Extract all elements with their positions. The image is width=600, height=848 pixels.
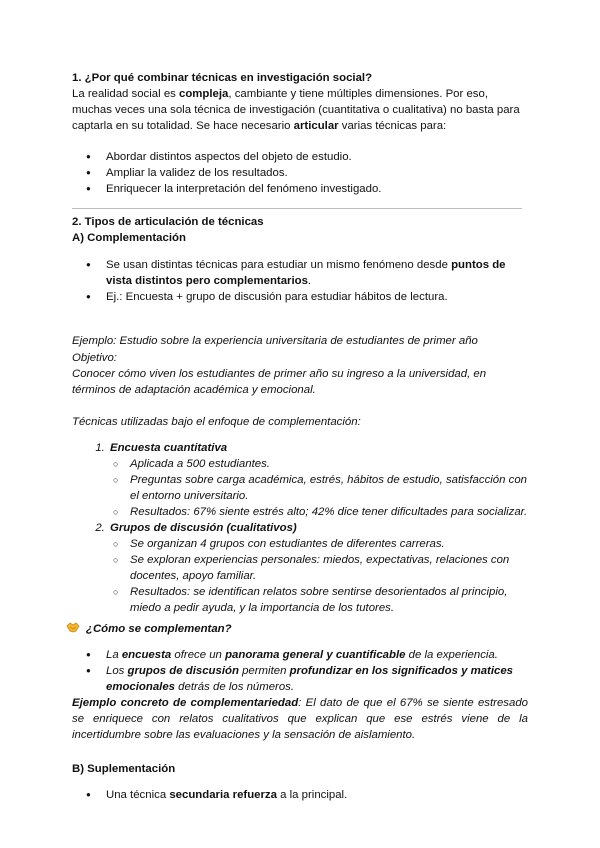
list-item: ○ Aplicada a 500 estudiantes.	[130, 456, 528, 472]
section-1-paragraph: La realidad social es compleja, cambiante y tiene múltiples dimensiones. Por eso, muchas veces una sola técnica de investigación (cuantitativa o cualitativa) no basta para captarla en su totalidad. Se hace necesario articular varias técnicas para:	[72, 88, 520, 132]
technique-1-title: Encuesta cuantitativa	[110, 442, 228, 454]
list-item: ● Ampliar la validez de los resultados.	[106, 165, 528, 181]
list-item: ● Una técnica secundaria refuerza a la principal.	[106, 787, 528, 803]
section-2-title: 2. Tipos de articulación de técnicas	[72, 216, 264, 228]
list-item: ● Ej.: Encuesta + grupo de discusión para estudiar hábitos de lectura.	[106, 289, 528, 305]
example-title: Ejemplo: Estudio sobre la experiencia universitaria de estudiantes de primer año	[72, 335, 478, 347]
objective-text: Conocer cómo viven los estudiantes de primer año su ingreso a la universidad, en términos de adaptación académica y emocional.	[72, 368, 487, 396]
technique-item	[108, 520, 528, 616]
handshake-icon	[66, 622, 80, 633]
technique-item	[108, 440, 528, 520]
complement-bullets	[72, 647, 528, 695]
subsection-a-title: A) Complementación	[72, 232, 186, 244]
section-1-title: 1. ¿Por qué combinar técnicas en investigación social?	[72, 72, 373, 84]
technique-2-title: Grupos de discusión (cualitativos)	[110, 522, 297, 534]
list-item: ○ Resultados: 67% siente estrés alto; 42% dice tener dificultades para socializar.	[130, 504, 528, 520]
subsection-b-title: B) Suplementación	[72, 763, 176, 775]
list-item: ● Los grupos de discusión permiten profundizar en los significados y matices emocionales detrás de los números.	[106, 663, 528, 695]
technique-2-details	[110, 536, 528, 616]
list-item: ○ Resultados: se identifican relatos sobre sentirse desorientados al principio, miedo a pedir ayuda, y la importancia de los tutores.	[130, 584, 528, 616]
list-item: ○ Se exploran experiencias personales: miedos, expectativas, relaciones con docentes, apoyo familiar.	[130, 552, 528, 584]
section-divider	[72, 208, 522, 209]
list-item: ● La encuesta ofrece un panorama general y cuantificable de la experiencia.	[106, 647, 528, 663]
list-item: ○ Preguntas sobre carga académica, estrés, hábitos de estudio, satisfacción con el entorno universitario.	[130, 472, 528, 504]
concrete-example: Ejemplo concreto de complementariedad: El dato de que el 67% se siente estresado se enriquece con relatos cualitativos que explican que ese estrés viene de la incertidumbre sobre las evaluaciones y la sensación de aislamiento.	[72, 697, 528, 741]
list-item: ● Enriquecer la interpretación del fenómeno investigado.	[106, 181, 528, 197]
technique-1-details	[110, 456, 528, 520]
techniques-list	[72, 440, 528, 616]
subsection-b-bullets	[72, 787, 528, 803]
document-page	[72, 70, 528, 803]
objective-label: Objetivo:	[72, 352, 117, 364]
how-complement-heading: ¿Cómo se complementan?	[72, 621, 528, 637]
subsection-a-bullets	[72, 257, 528, 305]
list-item: ○ Se organizan 4 grupos con estudiantes de diferentes carreras.	[130, 536, 528, 552]
section-1-bullets	[72, 149, 528, 197]
list-item: ● Se usan distintas técnicas para estudiar un mismo fenómeno desde puntos de vista distintos pero complementarios.	[106, 257, 528, 289]
list-item: ● Abordar distintos aspectos del objeto de estudio.	[106, 149, 528, 165]
techniques-intro: Técnicas utilizadas bajo el enfoque de complementación:	[72, 416, 361, 428]
